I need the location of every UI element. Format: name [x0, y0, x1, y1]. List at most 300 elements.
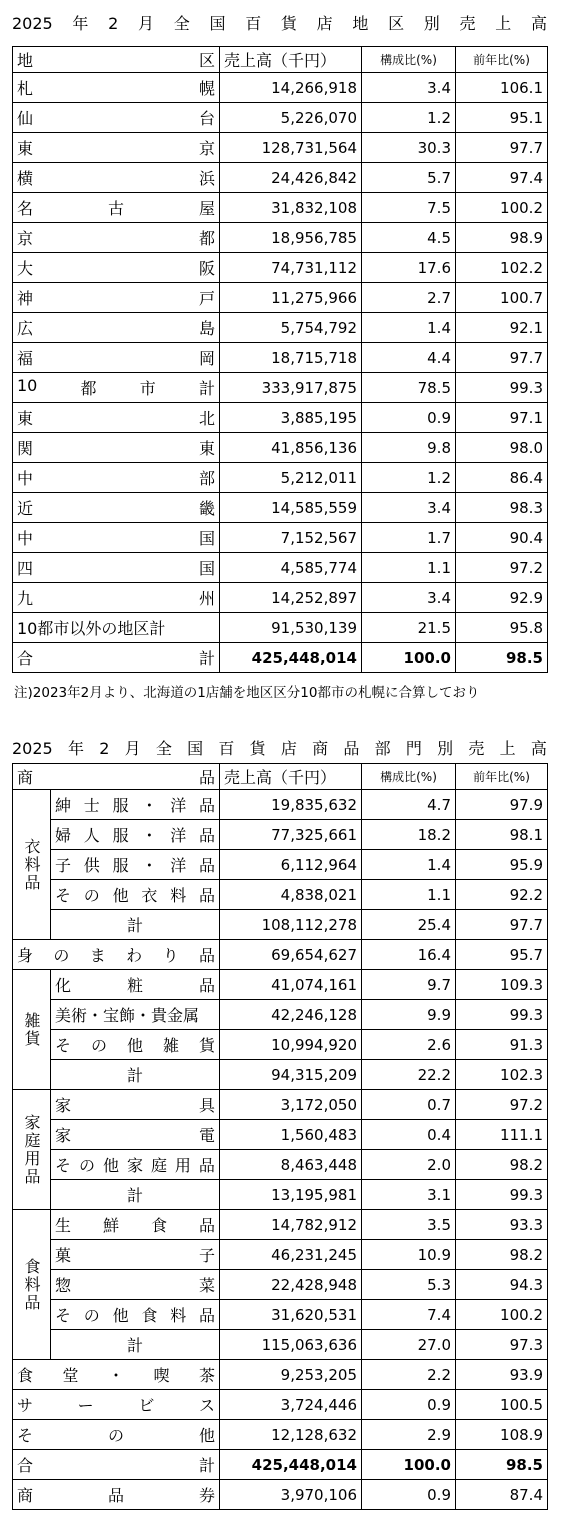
table-row	[13, 373, 548, 403]
sales-cell: 5,212,011	[220, 463, 362, 493]
table-row	[13, 1120, 548, 1150]
yoy-cell: 99.3	[456, 1000, 548, 1030]
footnote: 注)2023年2月より、北海道の1店舗を地区区分10都市の札幌に合算しており	[14, 685, 480, 701]
share-cell: 2.7	[362, 283, 456, 313]
sales-cell: 6,112,964	[220, 850, 362, 880]
sales-cell: 11,275,966	[220, 283, 362, 313]
share-cell: 9.9	[362, 1000, 456, 1030]
share-cell: 3.4	[362, 493, 456, 523]
title-char: 店	[316, 14, 333, 33]
name-char: 喫	[153, 1366, 170, 1385]
region-name	[13, 553, 220, 583]
sales-cell: 12,128,632	[220, 1420, 362, 1450]
region-name	[13, 163, 220, 193]
name-char: そ	[55, 1036, 72, 1055]
name-char: ビ	[138, 1396, 155, 1415]
region-name	[13, 643, 220, 673]
sales-cell: 1,560,483	[220, 1120, 362, 1150]
yoy-cell: 97.2	[456, 1090, 548, 1120]
category-name	[51, 1090, 220, 1120]
share-cell: 22.2	[362, 1060, 456, 1090]
table-row	[13, 643, 548, 673]
name-char: 九	[17, 589, 34, 608]
sales-cell: 41,074,161	[220, 970, 362, 1000]
name-char: 他	[112, 1306, 129, 1325]
category-name	[51, 790, 220, 820]
name-char: 子	[55, 856, 72, 875]
table-row	[13, 1300, 548, 1330]
table-row	[13, 343, 548, 373]
region-table-header	[13, 47, 548, 73]
name-char: 東	[17, 139, 34, 158]
share-cell: 100.0	[362, 643, 456, 673]
name-char: 幌	[198, 79, 215, 98]
header-share: 構成比(%)	[362, 47, 456, 73]
name-char: ・	[141, 856, 158, 875]
sales-cell: 18,956,785	[220, 223, 362, 253]
title-char: 上	[495, 14, 512, 33]
share-cell: 100.0	[362, 1450, 456, 1480]
region-name	[13, 103, 220, 133]
yoy-cell: 92.2	[456, 880, 548, 910]
yoy-cell: 100.2	[456, 1300, 548, 1330]
yoy-cell: 111.1	[456, 1120, 548, 1150]
header-category: 商 品	[13, 764, 220, 790]
clothing-group-label: 衣料品	[13, 790, 51, 940]
name-char: 士	[83, 796, 100, 815]
yoy-cell: 86.4	[456, 463, 548, 493]
name-char: 岡	[198, 349, 215, 368]
sales-cell: 14,585,559	[220, 493, 362, 523]
name-char: 服	[112, 826, 129, 845]
share-cell: 1.4	[362, 850, 456, 880]
table-row	[13, 850, 548, 880]
name-char: 粧	[126, 976, 143, 995]
share-cell: 27.0	[362, 1330, 456, 1360]
share-cell: 1.1	[362, 880, 456, 910]
name-char: ・	[107, 1366, 124, 1385]
name-char: 品	[198, 856, 215, 875]
title-char: 別	[437, 739, 454, 758]
yoy-cell: 99.3	[456, 1180, 548, 1210]
name-char: 計	[198, 1456, 215, 1475]
share-cell: 4.7	[362, 790, 456, 820]
category-name	[13, 1360, 220, 1390]
table-row	[13, 223, 548, 253]
share-cell: 2.9	[362, 1420, 456, 1450]
name-char: そ	[17, 1426, 34, 1445]
subtotal-label: 計	[51, 910, 220, 940]
sales-cell: 3,724,446	[220, 1390, 362, 1420]
region-name	[13, 493, 220, 523]
name-char: そ	[55, 1306, 72, 1325]
yoy-cell: 93.3	[456, 1210, 548, 1240]
name-char: 洋	[170, 796, 187, 815]
name-char: 名	[17, 199, 34, 218]
table-row	[13, 523, 548, 553]
region-name	[13, 223, 220, 253]
name-char: 雑	[162, 1036, 179, 1055]
title-char: 国	[187, 739, 204, 758]
title-char: 2	[99, 739, 110, 758]
region-name	[13, 583, 220, 613]
name-char: 鮮	[102, 1216, 119, 1235]
name-char: 品	[198, 976, 215, 995]
share-cell: 0.9	[362, 403, 456, 433]
share-cell: 9.7	[362, 970, 456, 1000]
name-char: 電	[198, 1126, 215, 1145]
share-cell: 9.8	[362, 433, 456, 463]
sales-cell: 333,917,875	[220, 373, 362, 403]
total-row	[13, 1450, 548, 1480]
name-char: 阪	[198, 259, 215, 278]
name-char: 他	[126, 1036, 143, 1055]
share-cell: 5.3	[362, 1270, 456, 1300]
name-char: ま	[89, 946, 106, 965]
region-name	[13, 523, 220, 553]
household-group-label: 家庭用品	[13, 1090, 51, 1210]
sales-cell: 74,731,112	[220, 253, 362, 283]
name-char: ス	[198, 1396, 215, 1415]
sales-cell: 94,315,209	[220, 1060, 362, 1090]
yoy-cell: 106.1	[456, 73, 548, 103]
share-cell: 1.2	[362, 463, 456, 493]
share-cell: 16.4	[362, 940, 456, 970]
table-row	[13, 253, 548, 283]
yoy-cell: 97.1	[456, 403, 548, 433]
region-name	[13, 403, 220, 433]
category-table-header	[13, 764, 548, 790]
food-group-label: 食料品	[13, 1210, 51, 1360]
table-row	[13, 403, 548, 433]
category-table-title	[12, 735, 547, 763]
title-char: 区	[388, 14, 405, 33]
category-name	[51, 880, 220, 910]
yoy-cell: 98.1	[456, 820, 548, 850]
sales-cell: 24,426,842	[220, 163, 362, 193]
name-char: 用	[174, 1156, 191, 1175]
name-char: ・	[141, 796, 158, 815]
name-char: 食	[150, 1216, 167, 1235]
name-char: 大	[17, 259, 34, 278]
sales-cell: 10,994,920	[220, 1030, 362, 1060]
table-row	[13, 1030, 548, 1060]
name-char: 品	[198, 886, 215, 905]
name-char: 他	[112, 886, 129, 905]
table-row	[13, 463, 548, 493]
category-name	[51, 820, 220, 850]
title-char: 部	[374, 739, 391, 758]
name-char: 市	[139, 379, 156, 398]
name-char: の	[90, 1036, 107, 1055]
share-cell: 1.7	[362, 523, 456, 553]
share-cell: 0.9	[362, 1480, 456, 1510]
yoy-cell: 92.9	[456, 583, 548, 613]
sales-cell: 31,832,108	[220, 193, 362, 223]
title-char: 貨	[249, 739, 266, 758]
share-cell: 18.2	[362, 820, 456, 850]
yoy-cell: 90.4	[456, 523, 548, 553]
share-cell: 1.2	[362, 103, 456, 133]
name-char: 家	[55, 1096, 72, 1115]
name-char: 品	[198, 946, 215, 965]
name-char: 品	[198, 1156, 215, 1175]
title-char: 高	[530, 739, 547, 758]
share-cell: 4.5	[362, 223, 456, 253]
table-row	[13, 1240, 548, 1270]
name-char: の	[83, 886, 100, 905]
yoy-cell: 95.9	[456, 850, 548, 880]
name-char: 福	[17, 349, 34, 368]
table-row	[13, 313, 548, 343]
yoy-cell: 98.3	[456, 493, 548, 523]
name-char: の	[83, 1306, 100, 1325]
sales-cell: 3,885,195	[220, 403, 362, 433]
table-row	[13, 1390, 548, 1420]
name-char: 京	[17, 229, 34, 248]
title-char: 全	[155, 739, 172, 758]
yoy-cell: 98.2	[456, 1150, 548, 1180]
name-char: 浜	[198, 169, 215, 188]
table-row	[13, 1150, 548, 1180]
sales-cell: 4,585,774	[220, 553, 362, 583]
name-char: り	[162, 946, 179, 965]
header-region: 地 区	[13, 47, 220, 73]
sales-cell: 128,731,564	[220, 133, 362, 163]
share-cell: 17.6	[362, 253, 456, 283]
sales-cell: 3,970,106	[220, 1480, 362, 1510]
name-char: 供	[83, 856, 100, 875]
share-cell: 0.4	[362, 1120, 456, 1150]
sales-cell: 5,226,070	[220, 103, 362, 133]
subtotal-row	[13, 1180, 548, 1210]
region-name	[13, 283, 220, 313]
name-char: 四	[17, 559, 34, 578]
title-char: 上	[499, 739, 516, 758]
share-cell: 1.4	[362, 313, 456, 343]
yoy-cell: 98.2	[456, 1240, 548, 1270]
region-name	[13, 373, 220, 403]
name-char: 料	[170, 1306, 187, 1325]
yoy-cell: 95.8	[456, 613, 548, 643]
title-char: 売	[459, 14, 476, 33]
share-cell: 7.4	[362, 1300, 456, 1330]
category-name	[51, 1300, 220, 1330]
name-char: 近	[17, 499, 34, 518]
region-name	[13, 463, 220, 493]
share-cell: 1.1	[362, 553, 456, 583]
table-row	[13, 880, 548, 910]
name-char: 菜	[198, 1276, 215, 1295]
table-row	[13, 433, 548, 463]
table-row	[13, 1000, 548, 1030]
share-cell: 2.6	[362, 1030, 456, 1060]
category-name	[51, 1030, 220, 1060]
yoy-cell: 98.0	[456, 433, 548, 463]
name-char: わ	[126, 946, 143, 965]
name-char: 券	[198, 1486, 215, 1505]
name-char: 料	[170, 886, 187, 905]
table-row	[13, 790, 548, 820]
sales-cell: 14,782,912	[220, 1210, 362, 1240]
name-char: 東	[198, 439, 215, 458]
title-char: 百	[245, 14, 262, 33]
title-char: 年	[67, 739, 84, 758]
name-char: ・	[141, 826, 158, 845]
sales-cell: 91,530,139	[220, 613, 362, 643]
name-char: 関	[17, 439, 34, 458]
name-char: の	[53, 946, 70, 965]
name-char: 食	[17, 1366, 34, 1385]
region-name	[13, 193, 220, 223]
name-char: 堂	[62, 1366, 79, 1385]
sales-cell: 19,835,632	[220, 790, 362, 820]
name-char: 品	[198, 1216, 215, 1235]
name-char: 服	[112, 796, 129, 815]
share-cell: 78.5	[362, 373, 456, 403]
name-char: 化	[55, 976, 72, 995]
sales-cell: 69,654,627	[220, 940, 362, 970]
name-char: 広	[17, 319, 34, 338]
table-row	[13, 1270, 548, 1300]
header-yoy: 前年比(%)	[456, 47, 548, 73]
title-char: 2025	[12, 14, 53, 33]
name-char: 他	[198, 1426, 215, 1445]
yoy-cell: 108.9	[456, 1420, 548, 1450]
title-char: 月	[138, 14, 155, 33]
table-row	[13, 1360, 548, 1390]
name-char: ー	[77, 1396, 94, 1415]
title-char: 売	[468, 739, 485, 758]
category-name	[51, 850, 220, 880]
name-char: 国	[198, 529, 215, 548]
category-name	[51, 1120, 220, 1150]
category-name	[13, 1420, 220, 1450]
name-char: 貨	[198, 1036, 215, 1055]
share-cell: 21.5	[362, 613, 456, 643]
title-char: 国	[209, 14, 226, 33]
sales-cell: 41,856,136	[220, 433, 362, 463]
table-row	[13, 103, 548, 133]
share-cell: 0.7	[362, 1090, 456, 1120]
name-char: 戸	[198, 289, 215, 308]
sales-cell: 14,252,897	[220, 583, 362, 613]
name-char: 部	[198, 469, 215, 488]
sales-cell: 7,152,567	[220, 523, 362, 553]
sales-cell: 3,172,050	[220, 1090, 362, 1120]
name-char: 台	[198, 109, 215, 128]
sales-cell: 31,620,531	[220, 1300, 362, 1330]
yoy-cell: 97.7	[456, 910, 548, 940]
name-char: 10	[17, 376, 38, 395]
share-cell: 4.4	[362, 343, 456, 373]
name-char: 京	[198, 139, 215, 158]
share-cell: 3.4	[362, 583, 456, 613]
name-char: 他	[102, 1156, 119, 1175]
table-row	[13, 493, 548, 523]
yoy-cell: 97.7	[456, 343, 548, 373]
yoy-cell: 95.7	[456, 940, 548, 970]
yoy-cell: 99.3	[456, 373, 548, 403]
share-cell: 30.3	[362, 133, 456, 163]
name-char: 島	[198, 319, 215, 338]
table-row	[13, 163, 548, 193]
name-char: 神	[17, 289, 34, 308]
title-char: 2025	[12, 739, 53, 758]
title-char: 商	[312, 739, 329, 758]
yoy-cell: 98.9	[456, 223, 548, 253]
category-name	[51, 1270, 220, 1300]
name-char: 10都市以外の地区計	[17, 619, 166, 638]
share-cell: 3.1	[362, 1180, 456, 1210]
name-char: サ	[17, 1396, 34, 1415]
sales-cell: 9,253,205	[220, 1360, 362, 1390]
table-row	[13, 1420, 548, 1450]
title-char: 店	[280, 739, 297, 758]
name-char: の	[107, 1426, 124, 1445]
sales-cell: 13,195,981	[220, 1180, 362, 1210]
region-name	[13, 313, 220, 343]
name-char: 家	[55, 1126, 72, 1145]
name-char: 子	[198, 1246, 215, 1265]
region-name	[13, 613, 220, 643]
subtotal-label: 計	[51, 1180, 220, 1210]
name-char: 商	[17, 1486, 34, 1505]
name-char: 古	[107, 199, 124, 218]
sales-cell: 115,063,636	[220, 1330, 362, 1360]
region-name	[13, 73, 220, 103]
name-char: 紳	[55, 796, 72, 815]
name-char: 合	[17, 649, 34, 668]
title-char: 貨	[280, 14, 297, 33]
share-cell: 7.5	[362, 193, 456, 223]
share-cell: 5.7	[362, 163, 456, 193]
yoy-cell: 91.3	[456, 1030, 548, 1060]
yoy-cell: 98.5	[456, 643, 548, 673]
category-name	[51, 970, 220, 1000]
table-row	[13, 73, 548, 103]
share-cell: 3.4	[362, 73, 456, 103]
name-char: 都	[198, 229, 215, 248]
title-char: 全	[173, 14, 190, 33]
name-char: 中	[17, 469, 34, 488]
name-char: 畿	[198, 499, 215, 518]
yoy-cell: 92.1	[456, 313, 548, 343]
sales-cell: 77,325,661	[220, 820, 362, 850]
yoy-cell: 100.2	[456, 193, 548, 223]
sundries-group-label: 雑貨	[13, 970, 51, 1090]
sales-cell: 18,715,718	[220, 343, 362, 373]
category-name	[51, 1210, 220, 1240]
category-name	[51, 1000, 220, 1030]
category-name	[13, 1390, 220, 1420]
name-char: 家	[126, 1156, 143, 1175]
table-row	[13, 940, 548, 970]
name-char: 具	[198, 1096, 215, 1115]
name-char: 品	[198, 796, 215, 815]
yoy-cell: 93.9	[456, 1360, 548, 1390]
table-row	[13, 193, 548, 223]
name-char: 計	[198, 379, 215, 398]
sales-cell: 4,838,021	[220, 880, 362, 910]
table-row	[13, 1090, 548, 1120]
yoy-cell: 100.7	[456, 283, 548, 313]
name-char: 品	[198, 826, 215, 845]
yoy-cell: 97.3	[456, 1330, 548, 1360]
header-share: 構成比(%)	[362, 764, 456, 790]
header-sales: 売上高（千円）	[220, 764, 362, 790]
table-row	[13, 133, 548, 163]
